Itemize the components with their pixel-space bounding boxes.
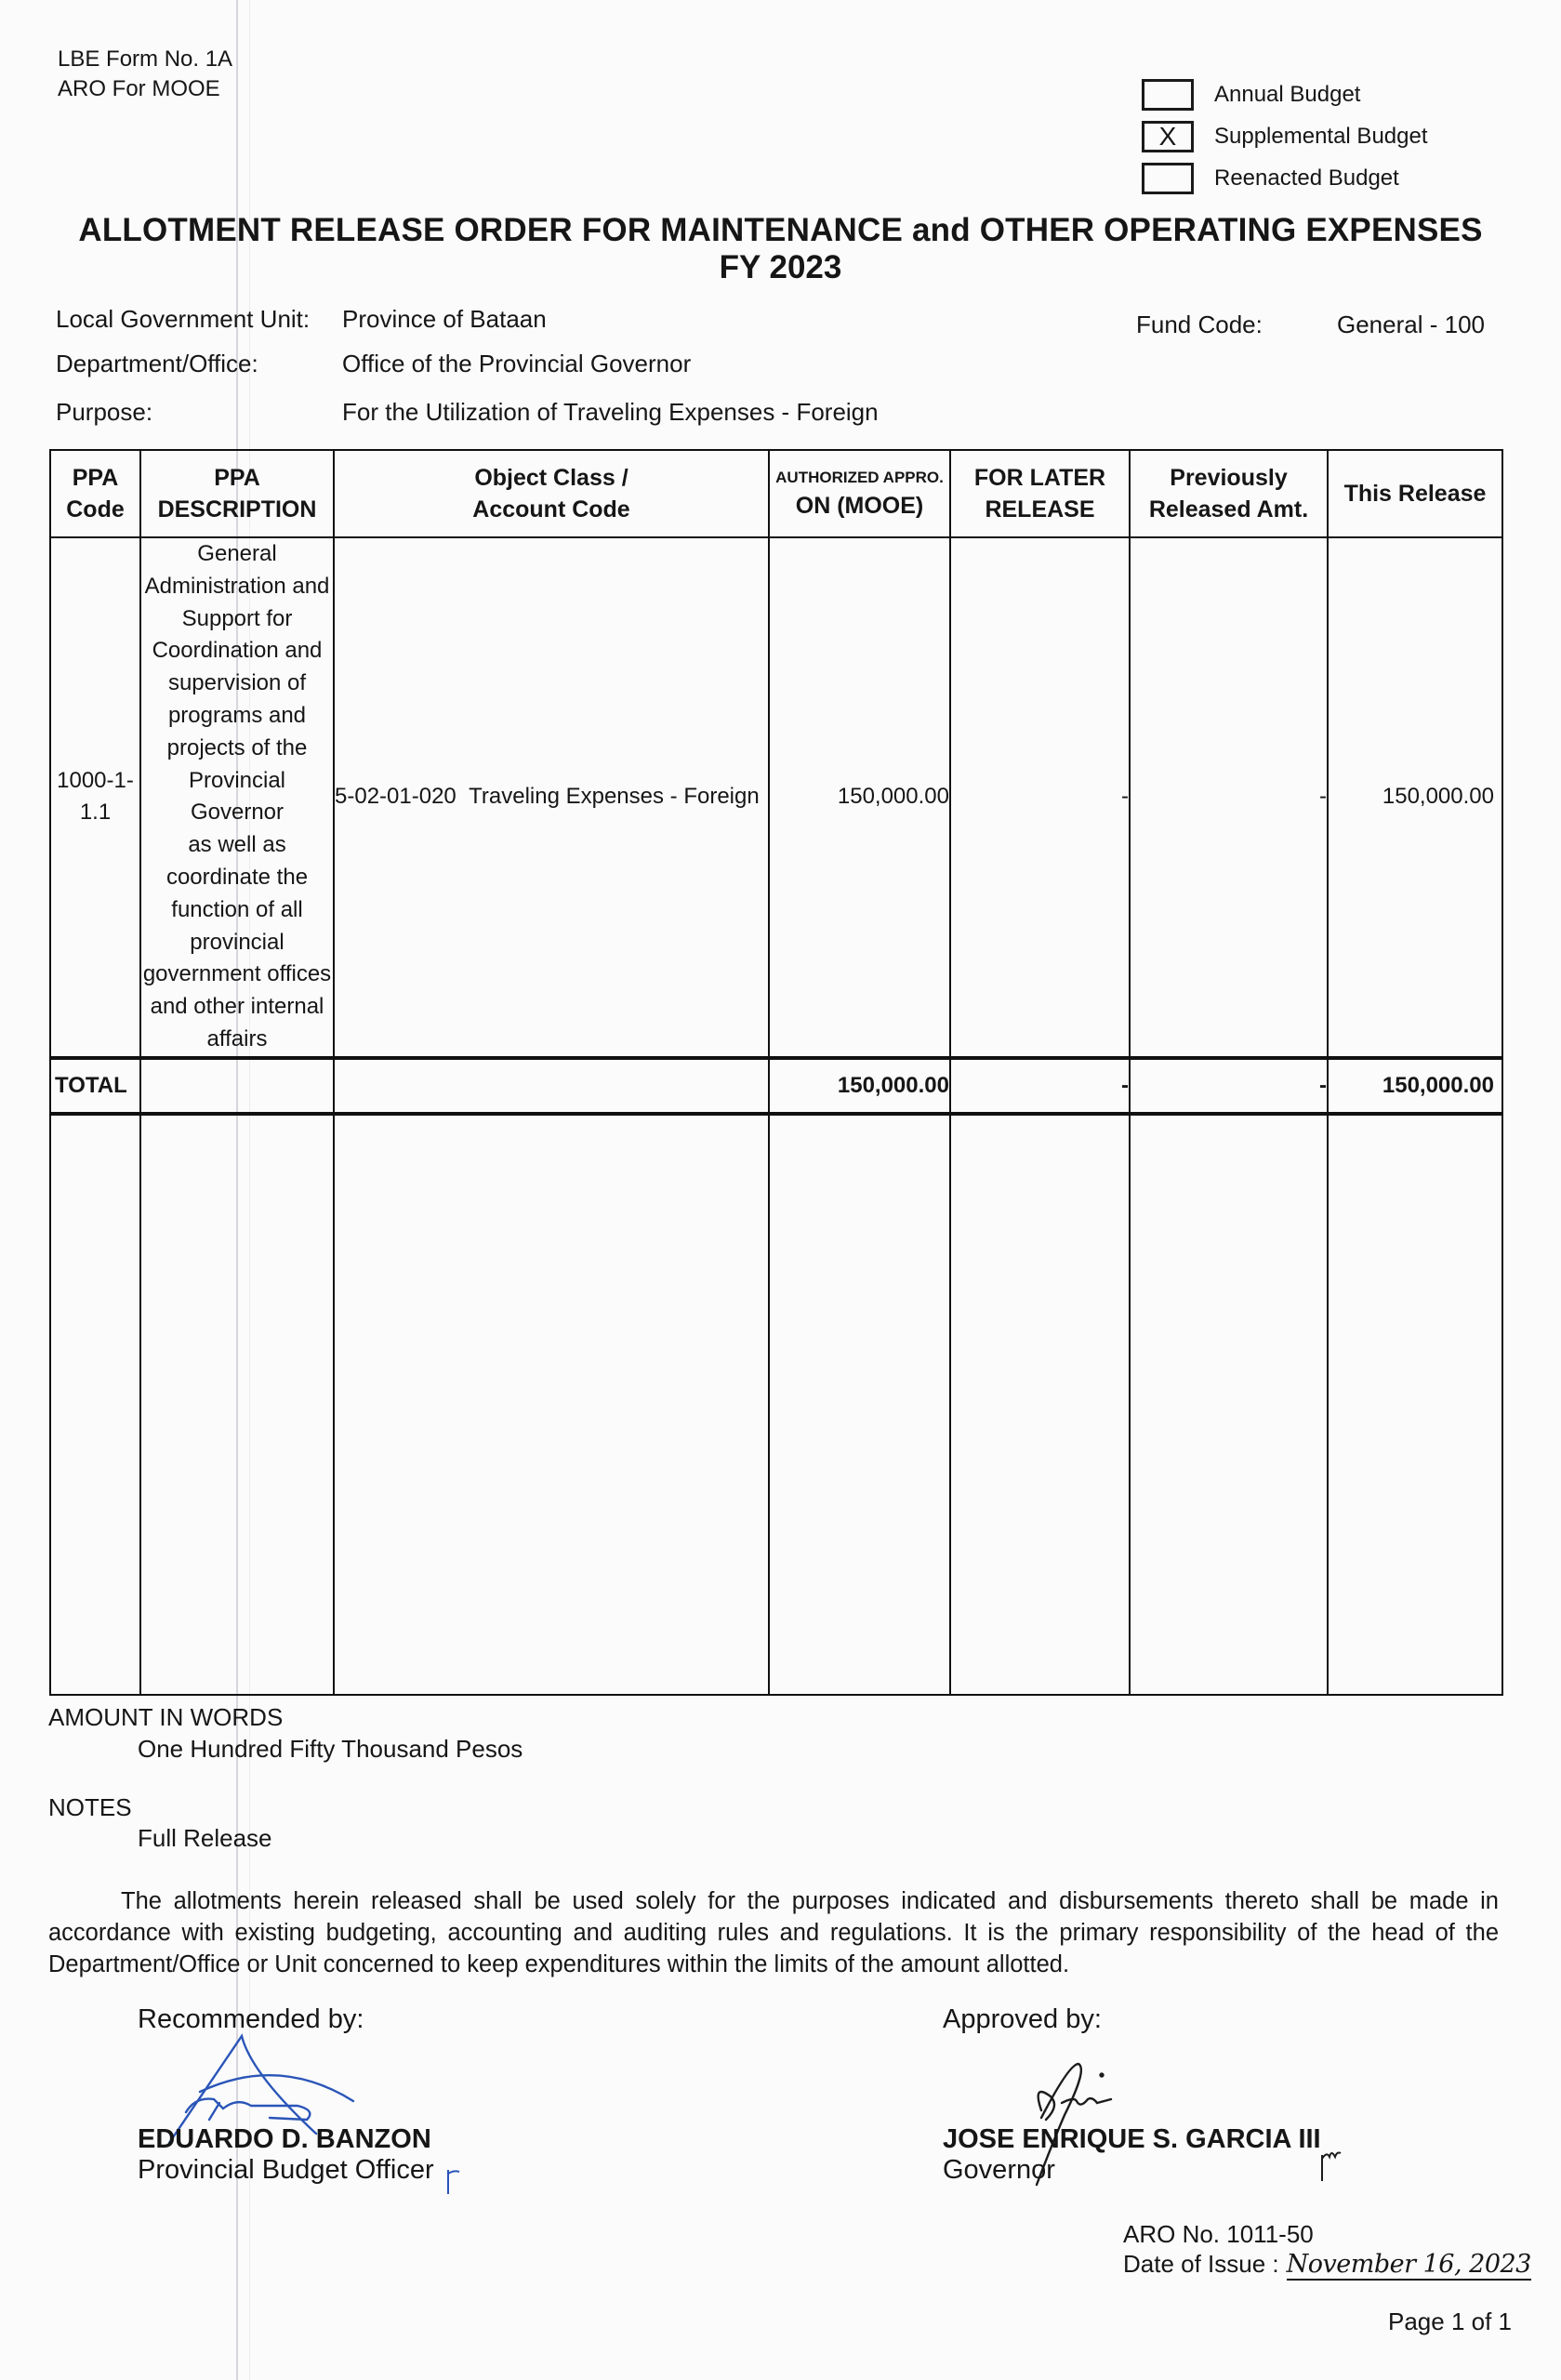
initial-mark (444, 2166, 463, 2198)
purpose-value: For the Utilization of Traveling Expenses - Foreign (342, 398, 879, 426)
ppa-description-line: General (197, 541, 277, 566)
ppa-description-line: government offices (142, 961, 332, 987)
header-authorized: AUTHORIZED APPRO. ON (MOOE) (769, 450, 950, 537)
ppa-description-line: as well as (188, 832, 286, 858)
header-ppa-code: PPA Code (50, 450, 140, 537)
page-indicator: Page 1 of 1 (1388, 2307, 1512, 2335)
previously-released-amount: - (1130, 537, 1328, 1058)
document-title: ALLOTMENT RELEASE ORDER FOR MAINTENANCE and OTHER OPERATING EXPENSES (78, 212, 1483, 248)
for-later-release-amount: - (950, 537, 1130, 1058)
recommended-by-label: Recommended by: (138, 2004, 364, 2034)
total-this-release: 150,000.00 (1328, 1058, 1502, 1114)
budget-type-reenacted[interactable] (1142, 160, 1399, 197)
form-type: ARO For MOOE (58, 76, 220, 101)
header-object-class: Object Class / Account Code (334, 450, 769, 537)
blank-row (50, 1114, 1502, 1695)
checkbox-label: Annual Budget (1214, 82, 1361, 107)
statement-paragraph: The allotments herein released shall be used solely for the purposes indicated and disbursements thereto shall be made in accordance with existing budgeting, accounting and auditing rules and regulations. It is the primary responsibility of the head of the Department/Office or Unit concerned to keep expenditures within the limits of the amount allotted. (48, 1888, 1499, 1977)
fund-code-label: Fund Code: (1136, 311, 1263, 338)
ppa-description-line: provincial (190, 929, 284, 955)
recommended-by-position: Provincial Budget Officer (138, 2155, 434, 2185)
header-for-later-release: FOR LATER RELEASE (950, 450, 1130, 537)
department-value: Office of the Provincial Governor (342, 350, 692, 377)
empty-cell (334, 1058, 769, 1114)
lgu-value: Province of Bataan (342, 305, 547, 333)
form-number: LBE Form No. 1A (58, 46, 233, 72)
ppa-description-line: Provincial Governor (188, 767, 286, 826)
ppa-description-line: supervision of (167, 670, 307, 696)
ppa-description-line: coordinate the (165, 864, 309, 890)
allotment-table (49, 449, 1503, 1696)
total-row (50, 1058, 1502, 1114)
date-value: November 16, 2023 (1286, 2250, 1531, 2279)
form-identifier (58, 45, 232, 104)
approved-by-position: Governor (943, 2155, 1055, 2185)
ppa-description-line: projects of the (166, 734, 308, 760)
fiscal-year: FY 2023 (719, 249, 842, 285)
table-header-row (50, 450, 1502, 537)
this-release-amount: 150,000.00 (1328, 537, 1502, 1058)
header-this-release: This Release (1328, 450, 1502, 537)
checkbox-label: Supplemental Budget (1214, 124, 1428, 149)
ppa-description-line: affairs (206, 1025, 268, 1051)
department-label: Department/Office: (56, 350, 258, 377)
checkbox-label: Reenacted Budget (1214, 165, 1399, 191)
amount-in-words-label: AMOUNT IN WORDS (48, 1703, 284, 1731)
approved-by-name: JOSE ENRIQUE S. GARCIA III (943, 2124, 1321, 2154)
ppa-description-line: function of all (171, 896, 303, 922)
ppa-description-line: and other internal (150, 994, 324, 1020)
empty-cell (140, 1058, 334, 1114)
aro-number: ARO No. 1011-50 (1123, 2220, 1314, 2248)
amount-in-words-value: One Hundred Fifty Thousand Pesos (138, 1735, 523, 1763)
ppa-description (140, 537, 334, 1058)
account-code: 5-02-01-020 (335, 784, 456, 810)
total-label: TOTAL (50, 1058, 140, 1114)
approved-by-label: Approved by: (943, 2004, 1102, 2034)
header-previously-released: Previously Released Amt. (1130, 450, 1328, 537)
table-row (50, 537, 1502, 1058)
ppa-description-line: Coordination and (152, 638, 323, 664)
date-label: Date of Issue : (1123, 2250, 1279, 2278)
date-of-issue (1123, 2250, 1531, 2281)
notes-value: Full Release (138, 1824, 272, 1852)
lgu-label: Local Government Unit: (56, 305, 311, 333)
notes-label: NOTES (48, 1793, 132, 1821)
initial-mark (1318, 2146, 1343, 2185)
ppa-description-line: Administration and (144, 573, 330, 599)
budget-type-supplemental[interactable] (1142, 118, 1428, 155)
account-code-cell (334, 537, 769, 1058)
total-authorized: 150,000.00 (769, 1058, 950, 1114)
total-previously-released: - (1130, 1058, 1328, 1114)
checkbox[interactable]: X (1142, 121, 1194, 152)
authorized-amount: 150,000.00 (769, 537, 950, 1058)
budget-type-annual[interactable] (1142, 76, 1360, 113)
purpose-label: Purpose: (56, 398, 153, 426)
fund-code-value: General - 100 (1337, 311, 1485, 338)
account-name: Traveling Expenses - Foreign (469, 784, 760, 810)
ppa-code: 1000-1- 1.1 (50, 537, 140, 1058)
recommended-by-name: EDUARDO D. BANZON (138, 2124, 431, 2154)
checkbox[interactable] (1142, 79, 1194, 111)
ppa-description-line: Support for (181, 605, 293, 631)
header-ppa-description: PPA DESCRIPTION (140, 450, 334, 537)
ppa-description-line: programs and (167, 702, 307, 728)
checkbox[interactable] (1142, 163, 1194, 194)
total-for-later-release: - (950, 1058, 1130, 1114)
